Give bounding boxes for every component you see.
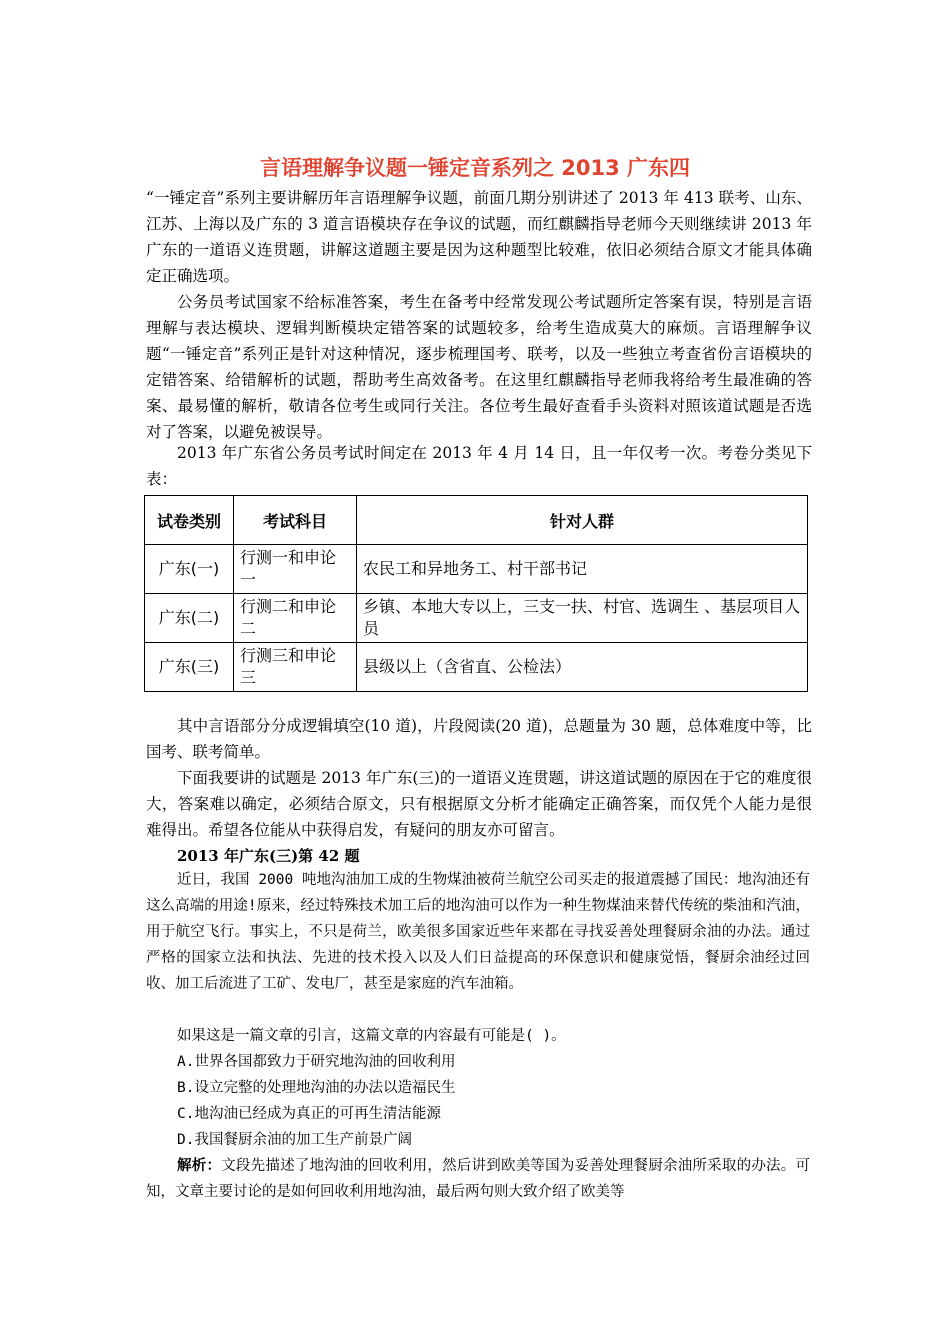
analysis-paragraph [146,1153,810,1205]
option-c: C.地沟油已经成为真正的可再生清洁能源 [177,1106,441,1122]
background-paragraph: 公务员考试国家不给标准答案，考生在备考中经常发现公考试题所定答案有误，特别是言语理解与表达模块、逻辑判断模块定错答案的试题较多，给考生造成莫大的麻烦。言语理解争议题“一锤定音”系列正是针对这种情况，逐步梳理国考、联考，以及一些独立考查省份言语模块的定错答案、给错解析的试题，帮助考生高效备考。在这里红麒麟指导老师我将给考生最准确的答案、最易懂的解析，敬请各位考生或同行关注。各位考生最好查看手头资料对照该道试题是否选对了答案，以避免被误导。 [146,293,812,441]
section-breakdown-paragraph: 其中言语部分分成逻辑填空(10 道)，片段阅读(20 道)，总题量为 30 题，总体难度中等，比国考、联考简单。 [146,717,812,761]
table-header-cell: 针对人群 [357,496,808,545]
exam-classification-table [144,495,808,692]
question-heading: 2013 年广东(三)第 42 题 [177,847,360,865]
option-b: B.设立完整的处理地沟油的办法以造福民生 [177,1080,456,1096]
table-cell: 农民工和异地务工、村干部书记 [357,545,808,594]
table-header-cell: 考试科目 [234,496,357,545]
intro-paragraph: “一锤定音”系列主要讲解历年言语理解争议题，前面几期分别讲述了 2013 年 413 联考、山东、江苏、上海以及广东的 3 道言语模块存在争议的试题，而红麒麟指导老师今天则继续讲 2013 年广东的一道语义连贯题，讲解这道题主要是因为这种题型比较难，依旧必须结合原文才能具体确定正确选项。 [146,189,812,285]
table-row [145,594,808,643]
table-cell: 乡镇、本地大专以上，三支一扶、村官、选调生 、基层项目人员 [357,594,808,643]
option-d: D.我国餐厨余油的加工生产前景广阔 [177,1132,412,1148]
table-header-cell: 试卷类别 [145,496,234,545]
table-cell: 县级以上（含省直、公检法） [357,643,808,692]
table-cell: 行测一和申论一 [234,545,357,594]
analysis-text: 文段先描述了地沟油的回收利用，然后讲到欧美等国为妥善处理餐厨余油所采取的办法。可知，文章主要讨论的是如何回收利用地沟油，最后两句则大致介绍了欧美等 [146,1158,811,1200]
question-prompt: 如果这是一篇文章的引言，这篇文章的内容最有可能是( )。 [177,1028,566,1044]
exam-time-paragraph: 2013 年广东省公务员考试时间定在 2013 年 4 月 14 日，且一年仅考一次。考卷分类见下表： [146,444,812,488]
table-cell: 行测二和申论二 [234,594,357,643]
table-cell: 广东(二) [145,594,234,643]
table-cell: 广东(三) [145,643,234,692]
page-title: 言语理解争议题一锤定音系列之 2013 广东四 [259,156,691,180]
analysis-label: 解析： [177,1158,222,1174]
question-intro-paragraph: 下面我要讲的试题是 2013 年广东(三)的一道语义连贯题，讲这道试题的原因在于它的难度很大，答案难以确定，必须结合原文，只有根据原文分析才能确定正确答案，而仅凭个人能力是很难得出。希望各位能从中获得启发，有疑问的朋友亦可留言。 [146,769,812,839]
table-cell: 行测三和申论三 [234,643,357,692]
option-a: A.世界各国都致力于研究地沟油的回收利用 [177,1054,456,1070]
table-cell: 广东(一) [145,545,234,594]
table-row [145,643,808,692]
table-header-row [145,496,808,545]
question-passage: 近日，我国 2000 吨地沟油加工成的生物煤油被荷兰航空公司买走的报道震撼了国民：地沟油还有这么高端的用途!原来，经过特殊技术加工后的地沟油可以作为一种生物煤油来替代传统的柴油和汽油，用于航空飞行。事实上，不只是荷兰，欧美很多国家近些年来都在寻找妥善处理餐厨余油的办法。通过严格的国家立法和执法、先进的技术投入以及人们日益提高的环保意识和健康觉悟，餐厨余油经过回收、加工后流进了工矿、发电厂，甚至是家庭的汽车油箱。 [146,872,810,992]
table-row [145,545,808,594]
